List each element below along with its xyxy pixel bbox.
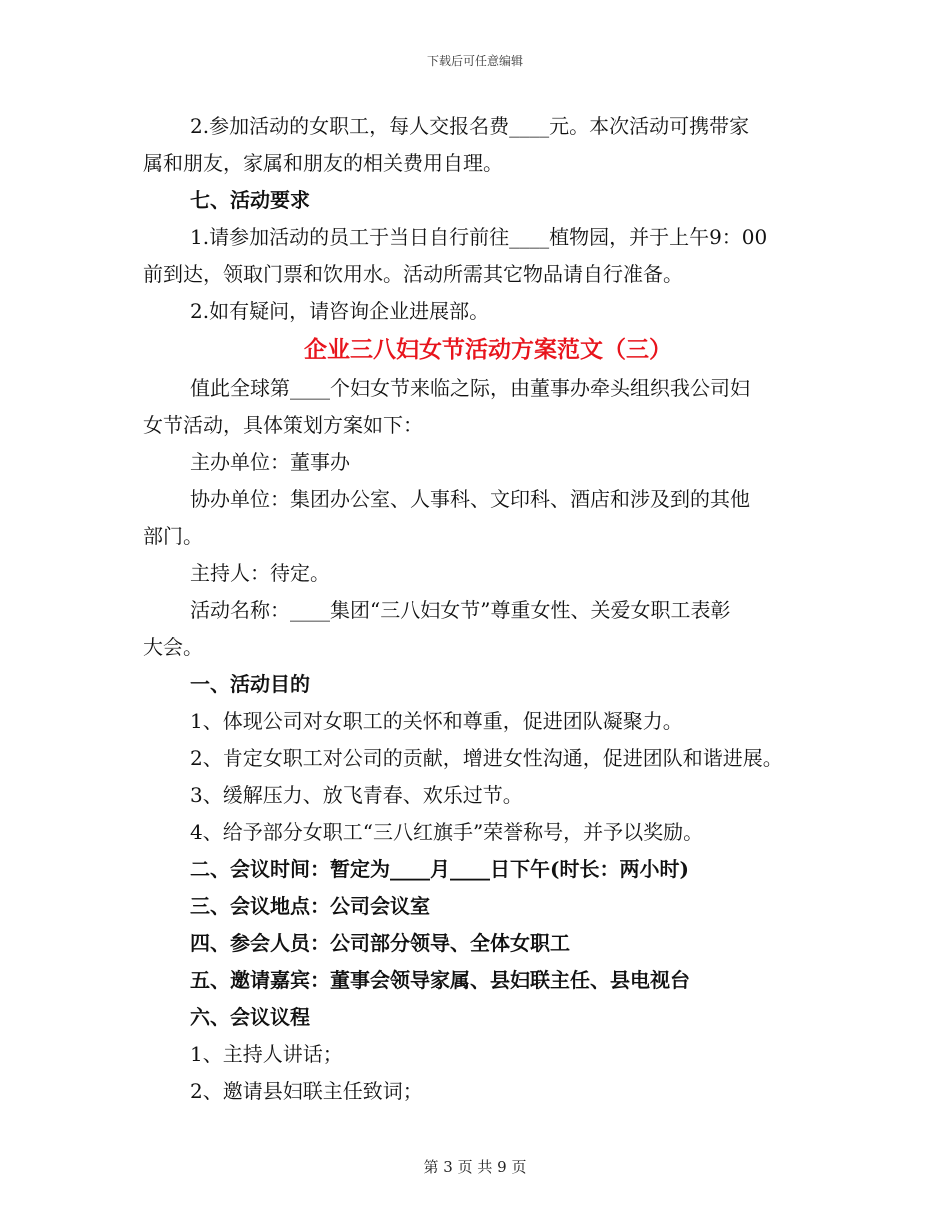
section-heading-purpose: 一、活动目的 — [190, 672, 310, 696]
list-item-purpose-3: 3、缓解压力、放飞青春、欢乐过节。 — [190, 783, 523, 807]
section-heading-location: 三、会议地点：公司会议室 — [190, 894, 430, 918]
list-item-agenda-1: 1、主持人讲话； — [190, 1042, 343, 1066]
document-body — [143, 108, 823, 1110]
paragraph-fee: 2.参加活动的女职工，每人交报名费____元。本次活动可携带家 — [190, 114, 750, 138]
section-heading-attendees: 四、参会人员：公司部分领导、全体女职工 — [190, 931, 570, 955]
list-item-agenda-2: 2、邀请县妇联主任致词； — [190, 1079, 423, 1103]
document-title: 企业三八妇女节活动方案范文（三） — [304, 336, 672, 363]
paragraph-requirement-2: 2.如有疑问，请咨询企业进展部。 — [190, 299, 490, 323]
section-heading-guests: 五、邀请嘉宾：董事会领导家属、县妇联主任、县电视台 — [190, 968, 690, 992]
paragraph-moderator: 主持人：待定。 — [190, 561, 330, 585]
paragraph-co-host: 协办单位：集团办公室、人事科、文印科、酒店和涉及到的其他 — [190, 487, 750, 511]
list-item-purpose-2: 2、肯定女职工对公司的贡献，增进女性沟通，促进团队和谐进展。 — [190, 746, 783, 770]
page-footer: 第 3 页 共 9 页 — [423, 1158, 527, 1176]
paragraph-fee-cont: 属和朋友，家属和朋友的相关费用自理。 — [143, 151, 503, 175]
section-heading-requirements: 七、活动要求 — [190, 188, 310, 212]
section-heading-agenda: 六、会议议程 — [190, 1005, 310, 1029]
paragraph-requirement-1-cont: 前到达，领取门票和饮用水。活动所需其它物品请自行准备。 — [143, 262, 683, 286]
paragraph-requirement-1: 1.请参加活动的员工于当日自行前往____植物园，并于上午9：00 — [190, 225, 768, 249]
list-item-purpose-4: 4、给予部分女职工“三八红旗手”荣誉称号，并予以奖励。 — [190, 820, 704, 844]
paragraph-intro: 值此全球第____个妇女节来临之际，由董事办牵头组织我公司妇 — [190, 376, 750, 400]
paragraph-co-host-cont: 部门。 — [143, 524, 203, 548]
page-header: 下载后可任意编辑 — [426, 54, 523, 68]
paragraph-event-name: 活动名称：____集团“三八妇女节”尊重女性、关爱女职工表彰 — [190, 598, 731, 622]
list-item-purpose-1: 1、体现公司对女职工的关怀和尊重，促进团队凝聚力。 — [190, 709, 683, 733]
paragraph-host: 主办单位：董事办 — [190, 450, 350, 474]
section-heading-time: 二、会议时间：暂定为____月____日下午(时长：两小时) — [190, 857, 689, 881]
paragraph-intro-cont: 女节活动，具体策划方案如下： — [143, 413, 423, 437]
paragraph-event-name-cont: 大会。 — [143, 635, 203, 659]
